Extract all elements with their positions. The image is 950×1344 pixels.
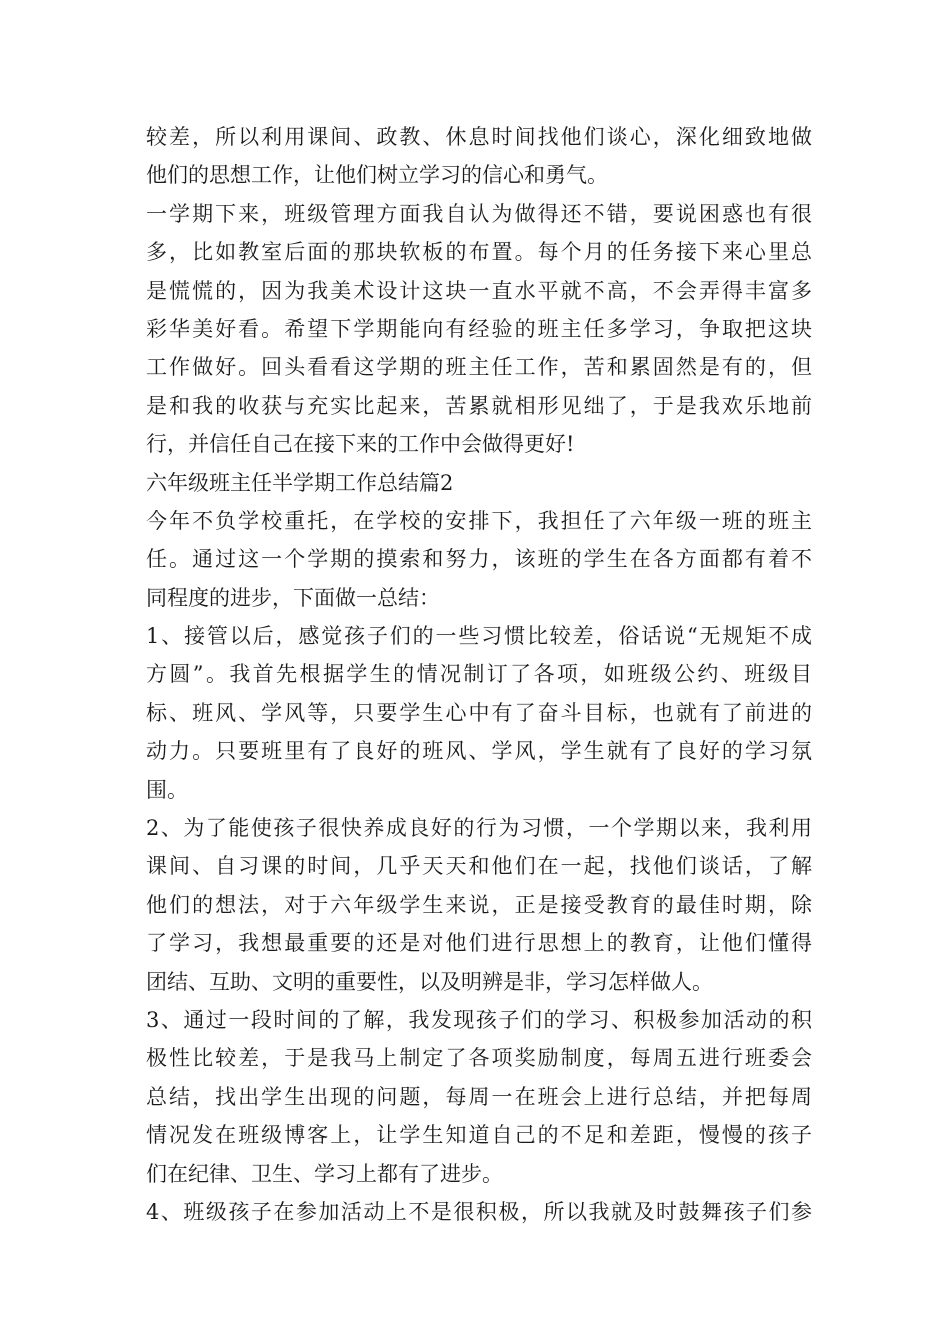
text-line: 多，比如教室后面的那块软板的布置。每个月的任务接下来心里总 [146, 240, 812, 265]
text-line: 同程度的进步，下面做一总结： [146, 585, 440, 610]
text-line: 他们的想法，对于六年级学生来说，正是接受教育的最佳时期，除 [146, 892, 812, 917]
text-line: 1、接管以后，感觉孩子们的一些习惯比较差，俗话说“无规矩不成 [146, 624, 812, 649]
text-line: 工作做好。回头看看这学期的班主任工作，苦和累固然是有的，但 [146, 355, 812, 380]
text-line: 彩华美好看。希望下学期能向有经验的班主任多学习，争取把这块 [146, 316, 812, 341]
document-body [146, 118, 812, 1231]
text-line: 极性比较差，于是我马上制定了各项奖励制度，每周五进行班委会 [146, 1046, 812, 1071]
text-line: 4、班级孩子在参加活动上不是很积极，所以我就及时鼓舞孩子们参 [146, 1199, 812, 1224]
text-line: 是和我的收获与充实比起来，苦累就相形见绌了，于是我欢乐地前 [146, 393, 812, 418]
text-line: 了学习，我想最重要的还是对他们进行思想上的教育，让他们懂得 [146, 931, 812, 956]
text-line: 方圆”。我首先根据学生的情况制订了各项，如班级公约、班级目 [146, 662, 812, 687]
text-line: 2、为了能使孩子很快养成良好的行为习惯，一个学期以来，我利用 [146, 816, 812, 841]
text-line: 动力。只要班里有了良好的班风、学风，学生就有了良好的学习氛 [146, 739, 812, 764]
text-line: 标、班风、学风等，只要学生心中有了奋斗目标，也就有了前进的 [146, 700, 812, 725]
text-line: 3、通过一段时间的了解，我发现孩子们的学习、积极参加活动的积 [146, 1007, 812, 1032]
text-line: 团结、互助、文明的重要性，以及明辨是非，学习怎样做人。 [146, 969, 713, 994]
text-line: 围。 [146, 777, 188, 802]
text-line: 较差，所以利用课间、政教、休息时间找他们谈心，深化细致地做 [146, 125, 812, 149]
text-line: 总结，找出学生出现的问题，每周一在班会上进行总结，并把每周 [146, 1084, 812, 1109]
text-line: 今年不负学校重托，在学校的安排下，我担任了六年级一班的班主 [146, 508, 812, 533]
text-line: 课间、自习课的时间，几乎天天和他们在一起，找他们谈话，了解 [146, 854, 812, 879]
section-heading: 六年级班主任半学期工作总结篇2 [146, 470, 454, 495]
text-line: 一学期下来，班级管理方面我自认为做得还不错，要说困惑也有很 [146, 201, 812, 226]
text-line: 是慌慌的，因为我美术设计这块一直水平就不高，不会弄得丰富多 [146, 278, 812, 303]
text-line: 任。通过这一个学期的摸索和努力，该班的学生在各方面都有着不 [146, 547, 812, 572]
text-line: 行，并信任自己在接下来的工作中会做得更好! [146, 432, 575, 457]
text-line: 他们的思想工作，让他们树立学习的信心和勇气。 [146, 163, 608, 188]
text-line: 情况发在班级博客上，让学生知道自己的不足和差距，慢慢的孩子 [146, 1123, 812, 1148]
text-line: 们在纪律、卫生、学习上都有了进步。 [146, 1161, 503, 1186]
